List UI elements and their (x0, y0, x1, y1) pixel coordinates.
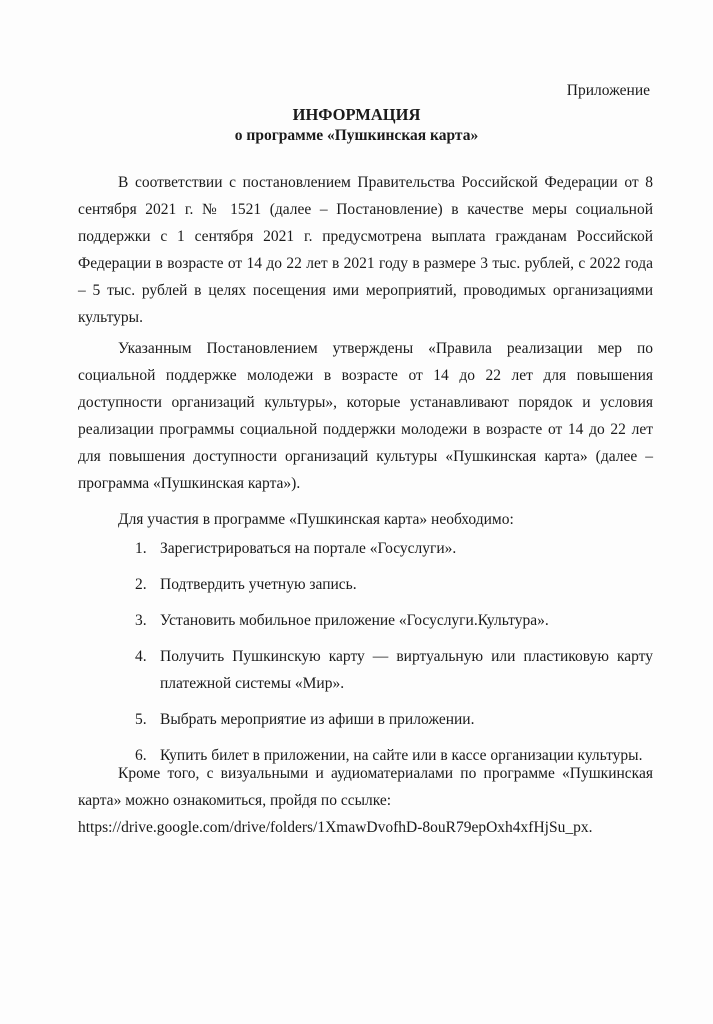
paragraph-materials (78, 760, 653, 841)
list-item-text: Получить Пушкинскую карту — виртуальную или пластиковую карту платежной системы «Мир». (160, 648, 653, 692)
list-item-text: Зарегистрироваться на портале «Госуслуги». (160, 540, 457, 557)
paragraph-participation-text: Для участия в программе «Пушкинская карта» необходимо: (118, 511, 514, 528)
paragraph-resolution-text: В соответствии с постановлением Правительства Российской Федерации от 8 сентября 2021 г. № 1521 (далее – Постановление) в качестве меры социальной поддержки с 1 сентября 2021 г. предусмотрена выплата гражданам Российской Федерации в возрасте от 14 до 22 лет в 2021 году в размере 3 тыс. рублей, с 2022 года – 5 тыс. рублей в целях посещения ими мероприятий, проводимых организациями культуры. (78, 174, 653, 326)
paragraph-rules-text: Указанным Постановлением утверждены «Правила реализации мер по социальной поддержке молодежи в возрасте от 14 до 22 лет для повышения доступности организаций культуры», которые устанавливают порядок и условия реализации программы социальной поддержки молодежи в возрасте от 14 до 22 лет для повышения доступности организаций культуры «Пушкинская карта» (далее – программа «Пушкинская карта»). (78, 340, 653, 492)
document-subtitle: о программе «Пушкинская карта» (234, 127, 479, 144)
annex-label: Приложение (566, 82, 650, 99)
materials-link[interactable]: https://drive.google.com/drive/folders/1XmawDvofhD-8ouR79epOxh4xfHjSu_px. (78, 819, 593, 836)
paragraph-participation (78, 506, 653, 533)
list-item-number: 3. (135, 612, 147, 629)
list-item-number: 5. (135, 711, 147, 728)
list-item (78, 643, 653, 697)
paragraph-rules (78, 335, 653, 497)
list-item-text: Подтвердить учетную запись. (160, 576, 357, 593)
document-title: ИНФОРМАЦИЯ (292, 105, 421, 124)
list-item (78, 535, 653, 562)
list-item-number: 4. (135, 648, 147, 665)
list-item-text: Выбрать мероприятие из афиши в приложении. (160, 711, 475, 728)
steps-list (78, 535, 653, 778)
list-item-text: Установить мобильное приложение «Госуслуги.Культура». (160, 612, 549, 629)
list-item-number: 2. (135, 576, 147, 593)
paragraph-materials-text: Кроме того, с визуальными и аудиоматериалами по программе «Пушкинская карта» можно ознакомиться, пройдя по ссылке: (78, 765, 653, 809)
list-item (78, 706, 653, 733)
list-item-text: Купить билет в приложении, на сайте или в кассе организации культуры. (160, 747, 643, 764)
list-item (78, 571, 653, 598)
list-item-number: 1. (135, 540, 147, 557)
paragraph-resolution (78, 169, 653, 331)
list-item (78, 607, 653, 634)
list-item-number: 6. (135, 747, 147, 764)
